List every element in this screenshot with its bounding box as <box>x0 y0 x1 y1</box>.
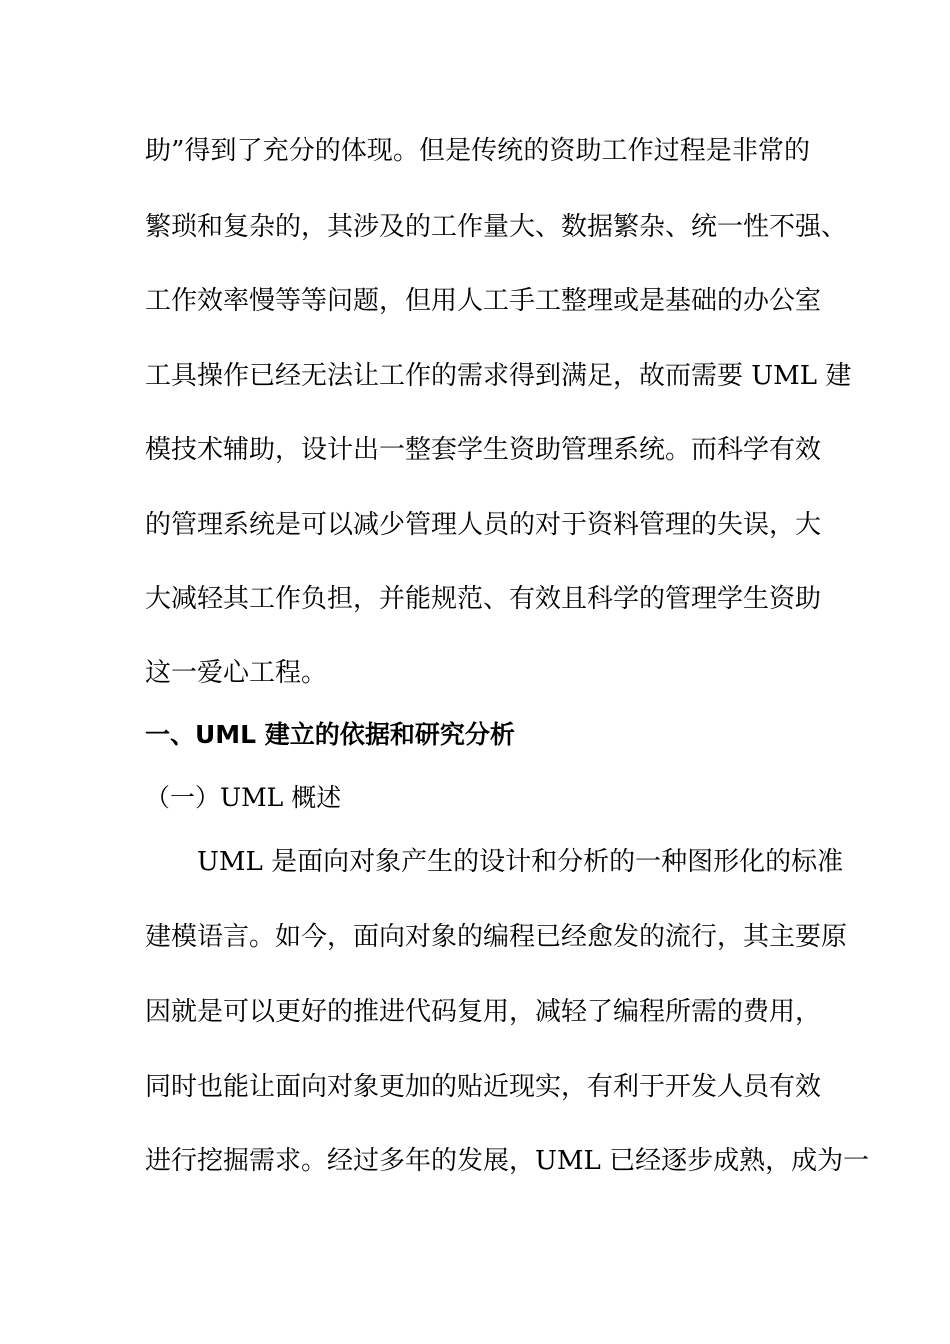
paragraph2-line-1: UML 是面向对象产生的设计和分析的一种图形化的标准 <box>197 847 844 877</box>
paragraph2-line-4: 同时也能让面向对象更加的贴近现实，有利于开发人员有效 <box>145 1072 822 1102</box>
paragraph1-line-7: 大减轻其工作负担，并能规范、有效且科学的管理学生资助 <box>145 584 822 614</box>
paragraph2-line-5: 进行挖掘需求。经过多年的发展，UML 已经逐步成熟，成为一 <box>145 1146 870 1176</box>
subsection-heading: （一）UML 概述 <box>145 783 342 812</box>
paragraph1-line-3: 工作效率慢等等问题，但用人工手工整理或是基础的办公室 <box>145 286 822 316</box>
paragraph1-line-8: 这一爱心工程。 <box>145 658 328 688</box>
paragraph1-line-5: 模技术辅助，设计出一整套学生资助管理系统。而科学有效 <box>145 435 822 465</box>
paragraph1-line-4: 工具操作已经无法让工作的需求得到满足，故而需要 UML 建 <box>145 361 852 391</box>
paragraph1-line-2: 繁琐和复杂的，其涉及的工作量大、数据繁杂、统一性不强、 <box>145 212 848 242</box>
section-heading: 一、UML 建立的依据和研究分析 <box>145 720 515 749</box>
paragraph1-line-1: 助”得到了充分的体现。但是传统的资助工作过程是非常的 <box>145 136 810 166</box>
paragraph2-line-3: 因就是可以更好的推进代码复用，减轻了编程所需的费用， <box>145 997 822 1027</box>
paragraph2-line-2: 建模语言。如今，面向对象的编程已经愈发的流行，其主要原 <box>145 922 848 952</box>
paragraph1-line-6: 的管理系统是可以减少管理人员的对于资料管理的失误，大 <box>145 510 822 540</box>
